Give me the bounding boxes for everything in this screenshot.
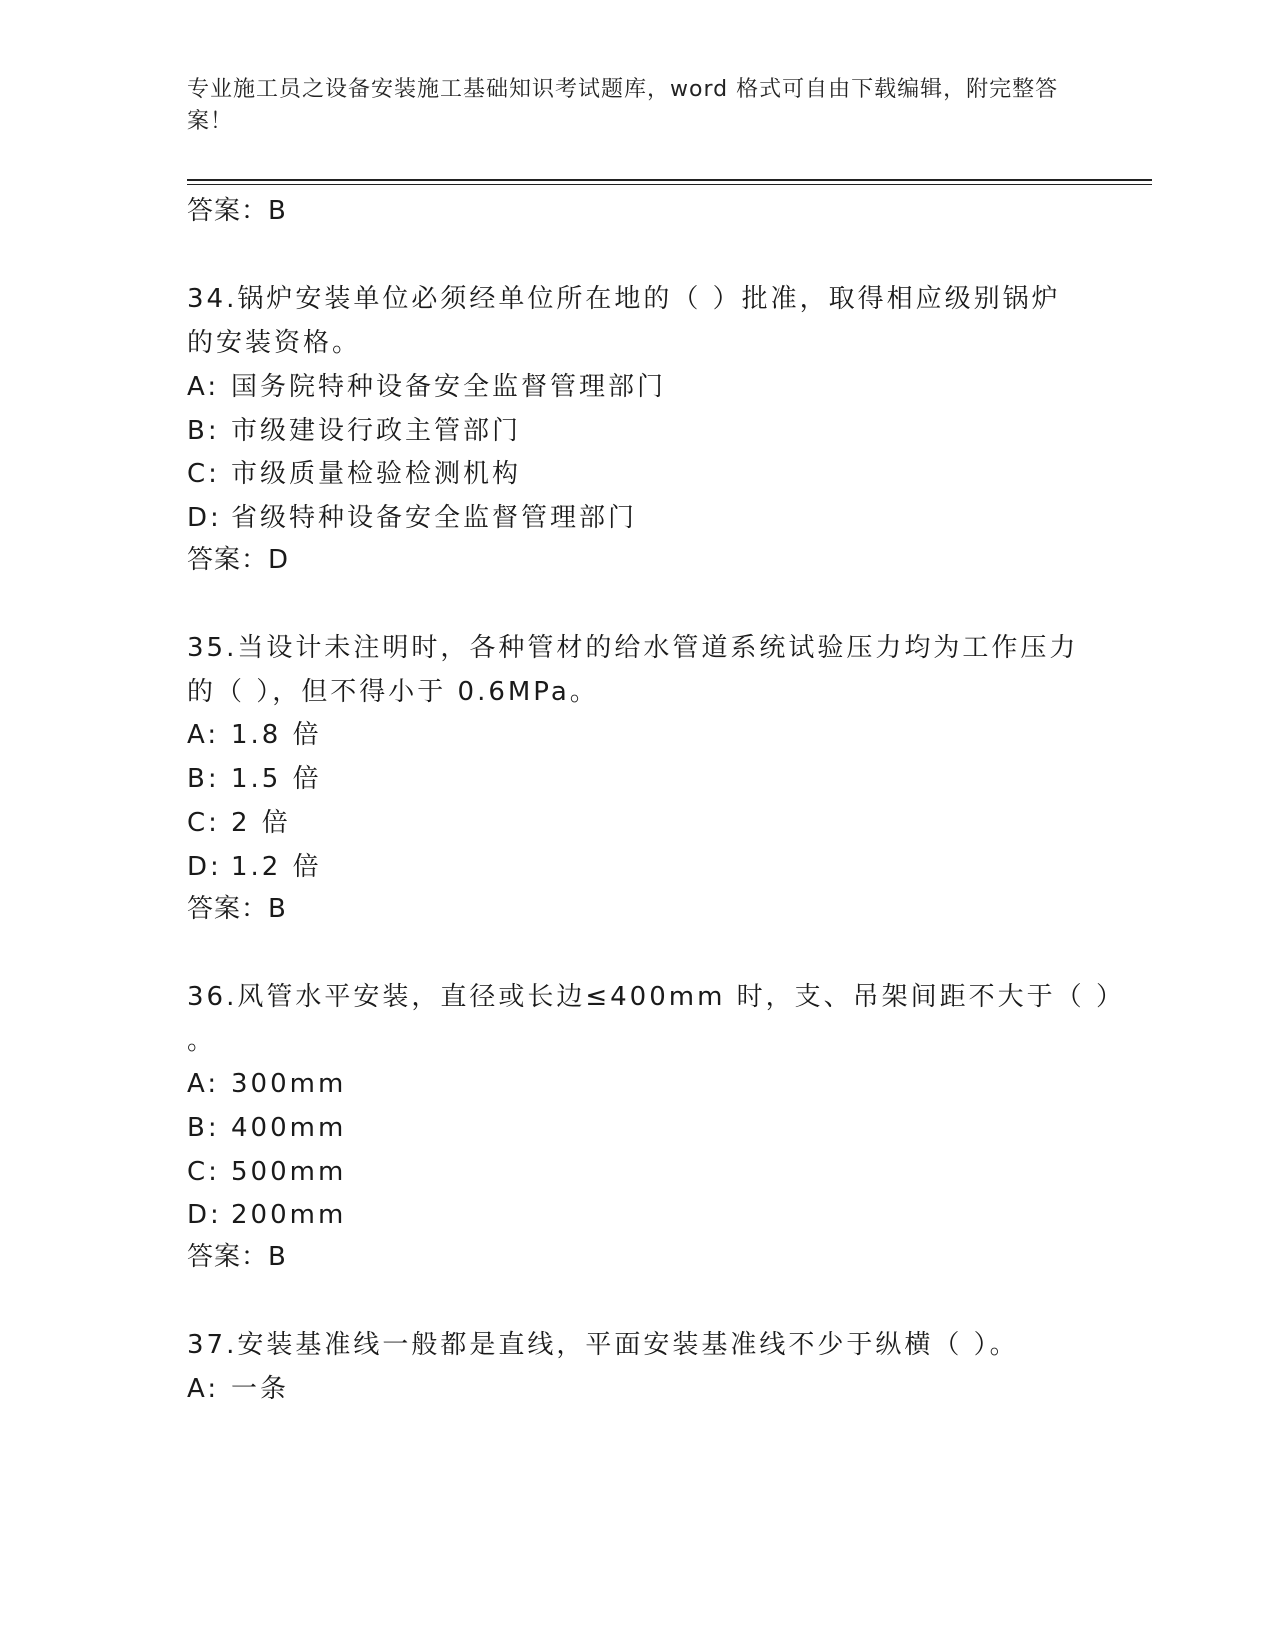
option-label: B: [187, 1113, 220, 1143]
option-text: 1.5 倍 [231, 764, 322, 794]
question-36-option-d [187, 1197, 346, 1233]
question-34-option-c [187, 456, 521, 492]
question-35-option-d [187, 849, 322, 885]
question-35-option-a [187, 717, 322, 753]
question-36-option-c [187, 1154, 346, 1190]
document-header: 专业施工员之设备安装施工基础知识考试题库，word 格式可自由下载编辑，附完整答案！ [187, 77, 1059, 134]
option-text: 200mm [231, 1200, 347, 1230]
option-label: D: [187, 852, 222, 882]
question-35-answer: 答案：B [187, 894, 287, 924]
question-36-answer: 答案：B [187, 1242, 287, 1272]
option-label: D: [187, 1200, 222, 1230]
option-label: B: [187, 416, 220, 446]
option-text: 国务院特种设备安全监督管理部门 [231, 372, 667, 402]
option-label: C: [187, 1157, 220, 1187]
option-label: B: [187, 764, 220, 794]
option-label: A: [187, 720, 220, 750]
question-37-option-a [187, 1371, 289, 1407]
question-34-stem: 34.锅炉安装单位必须经单位所在地的（ ）批准，取得相应级别锅炉 [187, 284, 1061, 314]
option-text: 市级质量检验检测机构 [231, 459, 522, 489]
option-label: D: [187, 503, 222, 533]
question-34-answer: 答案：D [187, 545, 290, 575]
option-text: 省级特种设备安全监督管理部门 [231, 503, 638, 533]
option-label: A: [187, 1374, 220, 1404]
answer-line: 答案：B [187, 196, 287, 226]
header-divider [187, 179, 1152, 181]
option-label: C: [187, 808, 220, 838]
question-35-stem: 35.当设计未注明时，各种管材的给水管道系统试验压力均为工作压力 [187, 633, 1079, 663]
question-34-stem-cont: 的安装资格。 [187, 328, 362, 358]
question-34-option-d [187, 500, 637, 536]
option-text: 1.2 倍 [231, 852, 322, 882]
option-text: 一条 [231, 1374, 290, 1404]
option-label: A: [187, 1069, 220, 1099]
option-label: C: [187, 459, 220, 489]
question-34-option-b [187, 413, 521, 449]
question-36-option-a [187, 1066, 346, 1102]
question-35-option-c [187, 805, 291, 841]
question-36-option-b [187, 1110, 346, 1146]
question-36-stem: 36.风管水平安装，直径或长边≤400mm 时，支、吊架间距不大于（ ） [187, 982, 1125, 1012]
question-34-option-a [187, 369, 666, 405]
option-label: A: [187, 372, 220, 402]
question-36-stem-cont: 。 [187, 1026, 217, 1056]
option-text: 500mm [231, 1157, 347, 1187]
option-text: 市级建设行政主管部门 [231, 416, 522, 446]
header-divider-thin [187, 184, 1152, 185]
option-text: 2 倍 [231, 808, 291, 838]
question-35-stem-cont: 的（ ），但不得小于 0.6MPa。 [187, 677, 599, 707]
option-text: 1.8 倍 [231, 720, 322, 750]
question-35-option-b [187, 761, 322, 797]
question-37-stem: 37.安装基准线一般都是直线，平面安装基准线不少于纵横（ ）。 [187, 1330, 1019, 1360]
option-text: 300mm [231, 1069, 347, 1099]
option-text: 400mm [231, 1113, 347, 1143]
